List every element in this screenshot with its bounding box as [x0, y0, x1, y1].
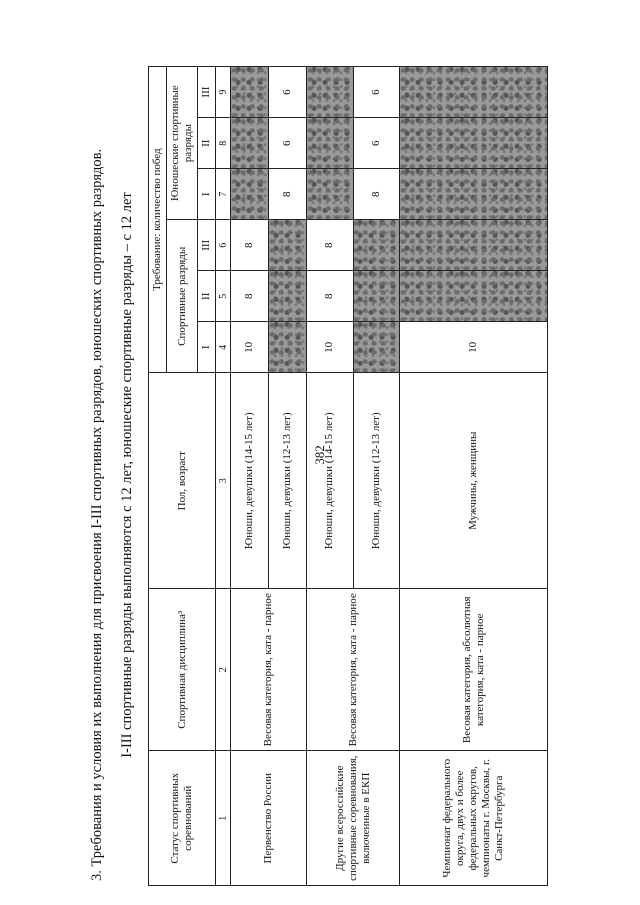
column-number: 2 [216, 589, 231, 751]
shaded-cell [231, 67, 269, 118]
rank-label: II [198, 271, 216, 322]
row-gender-age: Юноши, девушки (12-13 лет) [269, 373, 307, 589]
shaded-cell [307, 169, 353, 220]
shaded-cell [231, 118, 269, 169]
shaded-cell [231, 169, 269, 220]
shaded-cell [400, 67, 548, 118]
value-cell: 8 [231, 220, 269, 271]
row-discipline: Весовая категория, ката - парное [231, 589, 307, 751]
column-number: 3 [216, 373, 231, 589]
header-status: Статус спортивных соревнований [149, 751, 216, 886]
shaded-cell [307, 118, 353, 169]
value-cell: 6 [269, 67, 307, 118]
value-cell: 8 [269, 169, 307, 220]
column-number: 8 [216, 118, 231, 169]
row-gender-age: Юноши, девушки (14-15 лет) [307, 373, 353, 589]
requirements-table [148, 66, 548, 886]
value-cell: 6 [269, 118, 307, 169]
shaded-cell [307, 67, 353, 118]
value-cell: 10 [400, 322, 548, 373]
value-cell: 8 [307, 220, 353, 271]
rank-label: I [198, 322, 216, 373]
header-gender-age: Пол, возраст [149, 373, 216, 589]
row-status: Первенство России [231, 751, 307, 886]
table-caption: I-III спортивные разряды выполняются с 12 лет, юношеские спортивные разряды – с 12 лет [119, 192, 135, 758]
row-discipline: Весовая категория, ката - парное [307, 589, 400, 751]
value-cell: 8 [231, 271, 269, 322]
value-cell: 10 [231, 322, 269, 373]
header-requirement: Требование: количество побед [149, 67, 167, 373]
header-discipline: Спортивная дисциплина³ [149, 589, 216, 751]
value-cell: 6 [353, 118, 399, 169]
row-gender-age: Мужчины, женщины [400, 373, 548, 589]
shaded-cell [400, 118, 548, 169]
section-title: 3. Требования и условия их выполнения для присвоения I-III спортивных разрядов, юношеских спортивных разрядов. [89, 148, 105, 881]
column-number: 6 [216, 220, 231, 271]
rank-label: III [198, 220, 216, 271]
value-cell: 10 [307, 322, 353, 373]
column-number: 4 [216, 322, 231, 373]
row-gender-age: Юноши, девушки (12-13 лет) [353, 373, 399, 589]
value-cell: 8 [353, 169, 399, 220]
shaded-cell [269, 220, 307, 271]
row-gender-age: Юноши, девушки (14-15 лет) [231, 373, 269, 589]
shaded-cell [400, 271, 548, 322]
column-number: 5 [216, 271, 231, 322]
shaded-cell [269, 271, 307, 322]
row-status: Другие всероссийские спортивные соревнования, включенные в ЕКП [307, 751, 400, 886]
column-number: 1 [216, 751, 231, 886]
header-sport-ranks: Спортивные разряды [167, 220, 198, 373]
rank-label: II [198, 118, 216, 169]
shaded-cell [269, 322, 307, 373]
row-status: Чемпионат федерального округа, двух и более федеральных округов, чемпионаты г. Москвы, г. Санкт-Петербурга [400, 751, 548, 886]
shaded-cell [400, 220, 548, 271]
header-youth-ranks: Юношеские спортивные разряды [167, 67, 198, 220]
requirements-table-container [148, 66, 548, 886]
shaded-cell [353, 322, 399, 373]
shaded-cell [400, 169, 548, 220]
shaded-cell [353, 271, 399, 322]
column-number: 9 [216, 67, 231, 118]
row-discipline: Весовая категория, абсолютная категория, ката - парное [400, 589, 548, 751]
page-number: 382 [312, 445, 327, 465]
rank-label: III [198, 67, 216, 118]
rank-label: I [198, 169, 216, 220]
shaded-cell [353, 220, 399, 271]
column-number: 7 [216, 169, 231, 220]
value-cell: 8 [307, 271, 353, 322]
value-cell: 6 [353, 67, 399, 118]
